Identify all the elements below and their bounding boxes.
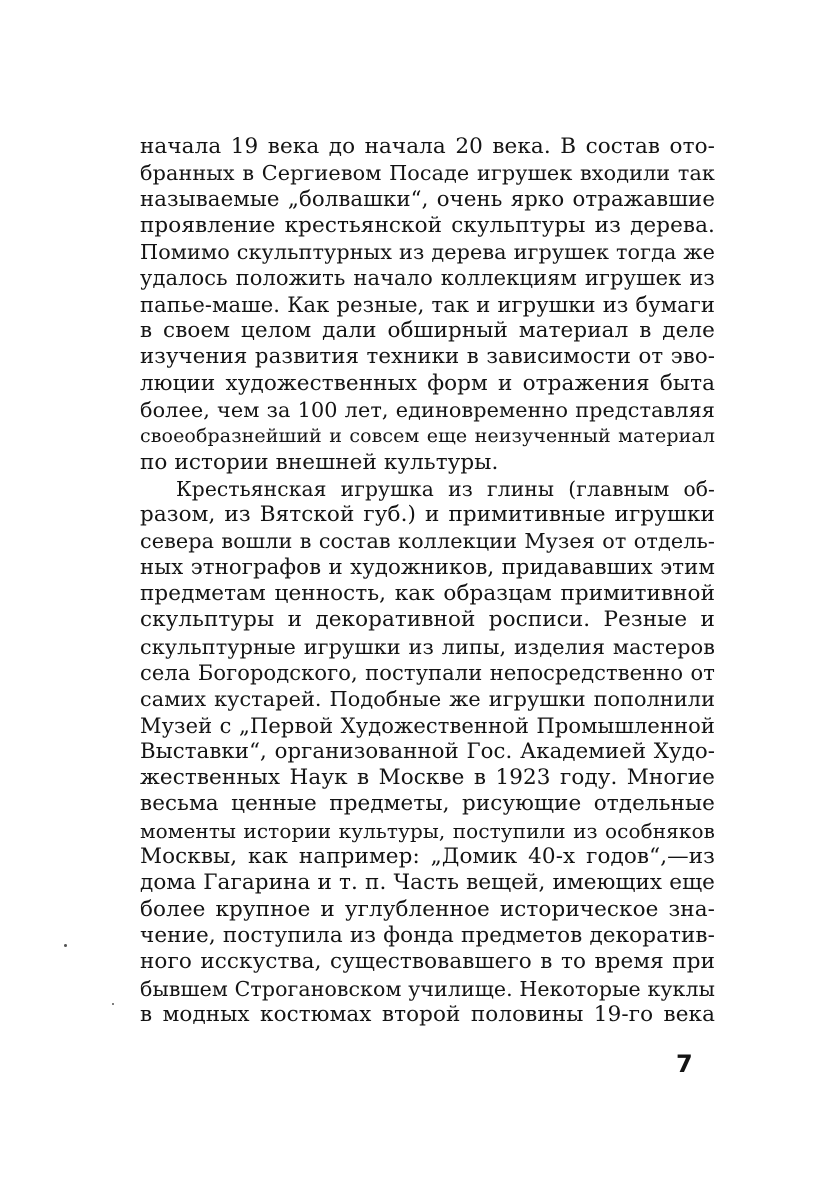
page-text — [140, 134, 715, 1028]
print-speck — [64, 944, 67, 947]
text-line: Музей с „Первой Художественной Промышленной — [140, 713, 715, 738]
text-line: Москвы, как например: „Домик 40-х годов“,—из — [140, 844, 715, 870]
text-line: называемые „болвашки“, очень ярко отражавшие — [140, 186, 715, 212]
text-line: весьма ценные предметы, рисующие отдельные — [140, 791, 715, 817]
text-line: своеобразнейший и совсем еще неизученный материал — [140, 425, 715, 448]
text-line: жественных Наук в Москве в 1923 году. Многие — [140, 765, 715, 791]
paragraph — [140, 476, 715, 1028]
text-line: бывшем Строгановском училище. Некоторые куклы — [140, 976, 715, 1001]
text-line: проявление крестьянской скульптуры из дерева. — [140, 212, 715, 238]
text-line: Крестьянская игрушка из глины (главным об- — [176, 476, 715, 501]
text-line: люции художественных форм и отражения быта — [140, 370, 715, 396]
text-line: скульптурные игрушки из липы, изделия мастеров — [140, 634, 715, 659]
text-line: самих кустарей. Подобные же игрушки пополнили — [140, 687, 715, 712]
text-line: более крупное и углубленное историческое зна- — [140, 896, 715, 922]
text-line: более, чем за 100 лет, единовременно представляя — [140, 397, 715, 422]
text-line: разом, из Вятской губ.) и примитивные игрушки — [140, 502, 715, 528]
text-line: по истории внешней культуры. — [140, 449, 499, 475]
text-line: Выставки“, организованной Гос. Академией Худо- — [140, 738, 715, 764]
text-line: в модных костюмах второй половины 19-го века — [140, 1001, 715, 1027]
text-line: Помимо скульптурных из дерева игрушек тогда же — [140, 240, 715, 265]
text-line: папье-маше. Как резные, так и игрушки из бумаги — [140, 292, 715, 317]
text-line: ных этнографов и художников, придававших этим — [140, 554, 715, 580]
text-line: моменты истории культуры, поступили из особняков — [140, 818, 715, 843]
print-speck — [112, 1003, 114, 1005]
text-line: села Богородского, поступали непосредственно от — [140, 660, 715, 685]
text-line: начала 19 века до начала 20 века. В состав ото- — [140, 134, 715, 159]
text-line: севера вошли в состав коллекции Музея от отдель- — [140, 529, 715, 554]
text-line: чение, поступила из фонда предметов декоратив- — [140, 922, 715, 948]
text-line: бранных в Сергиевом Посаде игрушек входили так — [140, 161, 715, 186]
text-line: удалось положить начало коллекциям игрушек из — [140, 266, 715, 291]
paragraph — [140, 134, 715, 476]
text-line: дома Гагарина и т. п. Часть вещей, имеющих еще — [140, 870, 715, 896]
text-line: предметам ценность, как образцам примитивной — [140, 581, 715, 607]
text-line: в своем целом дали обширный материал в деле — [140, 318, 715, 344]
text-line: ного исскуства, существовавшего в то время при — [140, 949, 715, 975]
page-number: 7 — [676, 1050, 693, 1078]
text-line: скульптуры и декоративной росписи. Резные и — [140, 607, 715, 633]
text-line: изучения развития техники в зависимости от эво- — [140, 344, 715, 370]
